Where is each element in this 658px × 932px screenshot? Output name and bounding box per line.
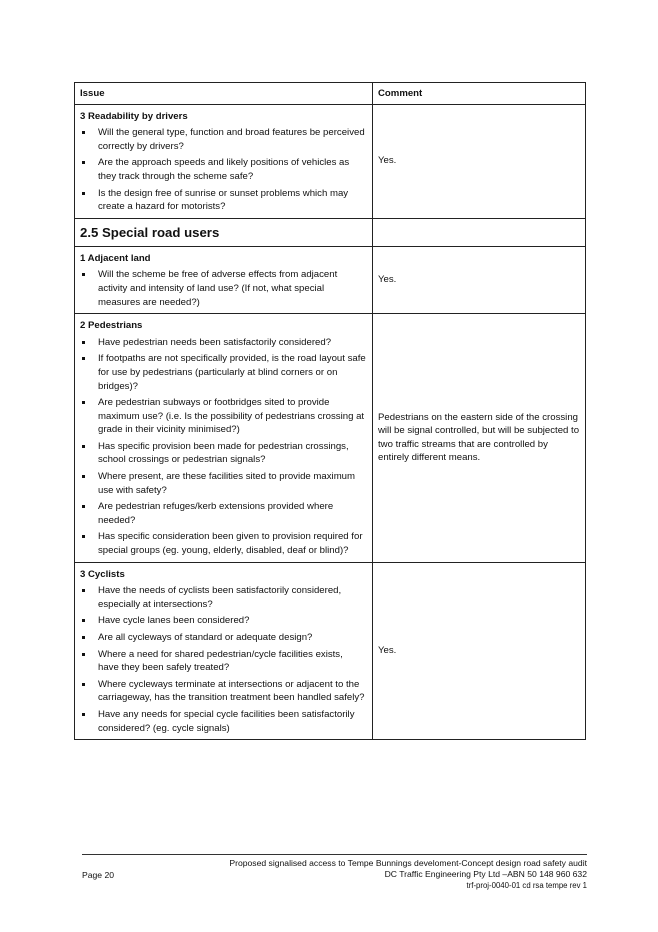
comment-cell: Yes.: [373, 104, 586, 218]
footer-company: DC Traffic Engineering Pty Ltd –ABN 50 148 960 632: [384, 869, 587, 879]
list-item: Where a need for shared pedestrian/cycle facilities exists, have they been safely treated?: [80, 648, 366, 675]
issue-subheading: 1 Adjacent land: [80, 252, 151, 264]
list-item: Has specific consideration been given to provision required for special groups (eg. young, elderly, disabled, deaf or blind)?: [80, 530, 366, 557]
page-footer: [82, 854, 587, 890]
issue-subheading: 3 Cyclists: [80, 568, 125, 580]
issue-cell: [75, 104, 373, 218]
table-row: [75, 104, 586, 218]
comment-cell: Pedestrians on the eastern side of the crossing will be signal controlled, but will be subjected to two traffic streams that are controlled by entirely different means.: [373, 314, 586, 563]
issue-cell: [75, 562, 373, 740]
list-item: Has specific provision been made for pedestrian crossings, school crossings or pedestrian signals?: [80, 440, 366, 467]
bullet-list: [80, 584, 366, 735]
bullet-list: [80, 126, 366, 214]
table-header-row: [75, 83, 586, 105]
comment-column-header: Comment: [373, 83, 586, 105]
list-item: Have the needs of cyclists been satisfactorily considered, especially at intersections?: [80, 584, 366, 611]
list-item: Will the general type, function and broad features be perceived correctly by drivers?: [80, 126, 366, 153]
bullet-list: [80, 336, 366, 558]
list-item: Have cycle lanes been considered?: [80, 614, 366, 628]
list-item: Where cycleways terminate at intersections or adjacent to the carriageway, has the transition treatment been handled safely?: [80, 678, 366, 705]
table-row: [75, 314, 586, 563]
comment-cell: Yes.: [373, 562, 586, 740]
empty-cell: [373, 218, 586, 246]
page-number: Page 20: [82, 870, 115, 880]
comment-cell: Yes.: [373, 246, 586, 313]
footer-document-reference: trf-proj-0040-01 cd rsa tempe rev 1: [466, 881, 587, 890]
list-item: Will the scheme be free of adverse effects from adjacent activity and intensity of land use? (If not, what special measures are needed?): [80, 268, 366, 309]
bullet-list: [80, 268, 366, 309]
list-item: Are pedestrian subways or footbridges sited to provide maximum use? (i.e. Is the possibility of pedestrians crossing at grade in their vicinity minimised?): [80, 396, 366, 437]
table-row: [75, 562, 586, 740]
list-item: Are the approach speeds and likely positions of vehicles as they track through the scheme safe?: [80, 156, 366, 183]
issue-subheading: 2 Pedestrians: [80, 320, 143, 332]
issue-column-header: Issue: [75, 83, 373, 105]
audit-checklist-table: [74, 82, 586, 740]
list-item: Are all cycleways of standard or adequate design?: [80, 631, 366, 645]
footer-document-title: Proposed signalised access to Tempe Bunnings develoment-Concept design road safety audit: [229, 858, 587, 868]
issue-cell: [75, 314, 373, 563]
footer-document-info: [229, 858, 587, 891]
list-item: Is the design free of sunrise or sunset problems which may create a hazard for motorists?: [80, 187, 366, 214]
list-item: If footpaths are not specifically provided, is the road layout safe for use by pedestrians (particularly at blind corners or on bridges)?: [80, 352, 366, 393]
section-heading: 2.5 Special road users: [75, 218, 373, 246]
issue-subheading: 3 Readability by drivers: [80, 110, 188, 122]
list-item: Where present, are these facilities sited to provide maximum use with safety?: [80, 470, 366, 497]
table-row: [75, 246, 586, 313]
list-item: Are pedestrian refuges/kerb extensions provided where needed?: [80, 500, 366, 527]
section-row: [75, 218, 586, 246]
list-item: Have pedestrian needs been satisfactorily considered?: [80, 336, 366, 350]
issue-cell: [75, 246, 373, 313]
list-item: Have any needs for special cycle facilities been satisfactorily considered? (eg. cycle signals): [80, 708, 366, 735]
